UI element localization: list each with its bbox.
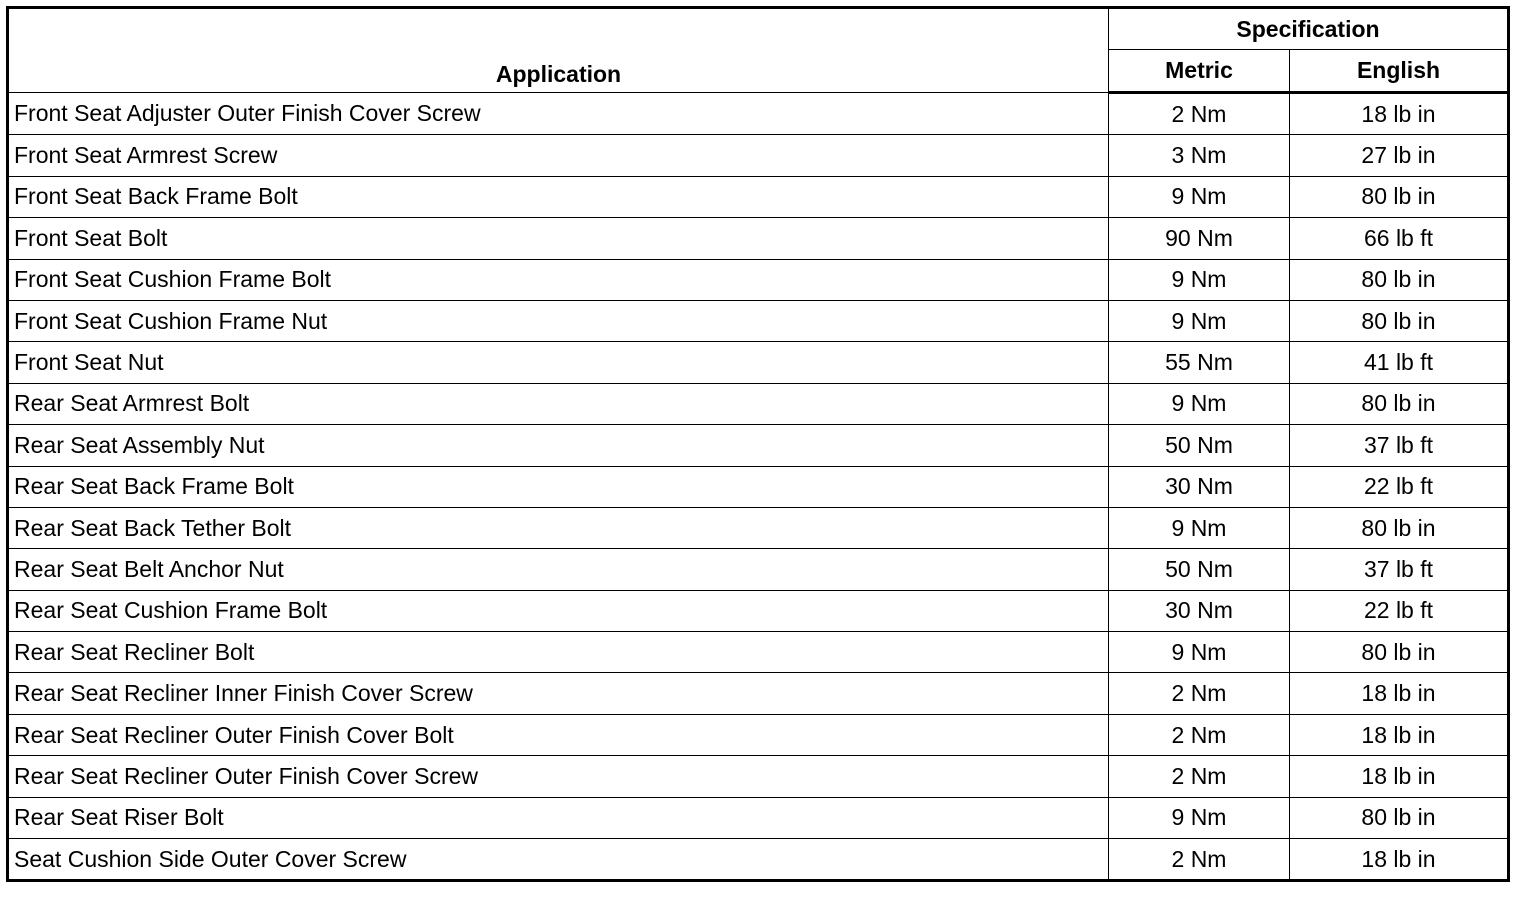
table-row xyxy=(8,383,1509,424)
cell-application: Front Seat Cushion Frame Nut xyxy=(8,300,1109,341)
table-row xyxy=(8,797,1509,838)
cell-application: Rear Seat Belt Anchor Nut xyxy=(8,549,1109,590)
cell-metric: 9 Nm xyxy=(1109,632,1290,673)
cell-english: 80 lb in xyxy=(1290,507,1509,548)
table-row xyxy=(8,425,1509,466)
column-header-metric: Metric xyxy=(1109,50,1290,93)
table-row xyxy=(8,590,1509,631)
header-row-top xyxy=(8,8,1509,50)
cell-application: Front Seat Cushion Frame Bolt xyxy=(8,259,1109,300)
table-row xyxy=(8,218,1509,259)
cell-english: 22 lb ft xyxy=(1290,466,1509,507)
cell-english: 37 lb ft xyxy=(1290,549,1509,590)
cell-application: Front Seat Nut xyxy=(8,342,1109,383)
cell-english: 18 lb in xyxy=(1290,93,1509,135)
table-row xyxy=(8,549,1509,590)
table-row xyxy=(8,673,1509,714)
cell-metric: 9 Nm xyxy=(1109,383,1290,424)
cell-application: Rear Seat Recliner Outer Finish Cover Screw xyxy=(8,756,1109,797)
cell-english: 80 lb in xyxy=(1290,259,1509,300)
cell-application: Rear Seat Armrest Bolt xyxy=(8,383,1109,424)
cell-english: 18 lb in xyxy=(1290,756,1509,797)
cell-english: 80 lb in xyxy=(1290,632,1509,673)
table-row xyxy=(8,756,1509,797)
cell-english: 18 lb in xyxy=(1290,714,1509,755)
cell-metric: 50 Nm xyxy=(1109,549,1290,590)
cell-english: 41 lb ft xyxy=(1290,342,1509,383)
table-row xyxy=(8,714,1509,755)
cell-application: Front Seat Adjuster Outer Finish Cover Screw xyxy=(8,93,1109,135)
cell-metric: 9 Nm xyxy=(1109,259,1290,300)
cell-english: 80 lb in xyxy=(1290,797,1509,838)
cell-application: Rear Seat Riser Bolt xyxy=(8,797,1109,838)
cell-metric: 2 Nm xyxy=(1109,756,1290,797)
table-row xyxy=(8,176,1509,217)
cell-application: Front Seat Back Frame Bolt xyxy=(8,176,1109,217)
table-row xyxy=(8,93,1509,135)
table-row xyxy=(8,507,1509,548)
cell-english: 18 lb in xyxy=(1290,673,1509,714)
table-row xyxy=(8,342,1509,383)
cell-english: 18 lb in xyxy=(1290,839,1509,881)
cell-metric: 30 Nm xyxy=(1109,590,1290,631)
table-row xyxy=(8,259,1509,300)
cell-application: Rear Seat Recliner Bolt xyxy=(8,632,1109,673)
cell-metric: 3 Nm xyxy=(1109,135,1290,176)
cell-english: 80 lb in xyxy=(1290,176,1509,217)
table-row xyxy=(8,135,1509,176)
cell-application: Rear Seat Cushion Frame Bolt xyxy=(8,590,1109,631)
cell-application: Front Seat Bolt xyxy=(8,218,1109,259)
column-header-specification: Specification xyxy=(1109,8,1509,50)
cell-english: 80 lb in xyxy=(1290,383,1509,424)
cell-english: 66 lb ft xyxy=(1290,218,1509,259)
cell-metric: 9 Nm xyxy=(1109,300,1290,341)
cell-metric: 55 Nm xyxy=(1109,342,1290,383)
cell-application: Rear Seat Recliner Outer Finish Cover Bolt xyxy=(8,714,1109,755)
cell-english: 27 lb in xyxy=(1290,135,1509,176)
cell-english: 37 lb ft xyxy=(1290,425,1509,466)
cell-metric: 2 Nm xyxy=(1109,839,1290,881)
table-header xyxy=(8,8,1509,93)
cell-metric: 2 Nm xyxy=(1109,673,1290,714)
cell-metric: 9 Nm xyxy=(1109,176,1290,217)
table-row xyxy=(8,300,1509,341)
cell-metric: 2 Nm xyxy=(1109,714,1290,755)
table-body xyxy=(8,93,1509,881)
cell-application: Rear Seat Back Tether Bolt xyxy=(8,507,1109,548)
cell-metric: 2 Nm xyxy=(1109,93,1290,135)
cell-metric: 9 Nm xyxy=(1109,507,1290,548)
fastener-spec-table xyxy=(6,6,1510,882)
cell-application: Front Seat Armrest Screw xyxy=(8,135,1109,176)
cell-application: Rear Seat Assembly Nut xyxy=(8,425,1109,466)
table-row xyxy=(8,632,1509,673)
cell-application: Rear Seat Back Frame Bolt xyxy=(8,466,1109,507)
cell-english: 80 lb in xyxy=(1290,300,1509,341)
cell-english: 22 lb ft xyxy=(1290,590,1509,631)
table-row xyxy=(8,839,1509,881)
cell-application: Rear Seat Recliner Inner Finish Cover Screw xyxy=(8,673,1109,714)
cell-metric: 30 Nm xyxy=(1109,466,1290,507)
cell-metric: 50 Nm xyxy=(1109,425,1290,466)
column-header-english: English xyxy=(1290,50,1509,93)
column-header-application: Application xyxy=(8,8,1109,93)
table-row xyxy=(8,466,1509,507)
cell-application: Seat Cushion Side Outer Cover Screw xyxy=(8,839,1109,881)
cell-metric: 90 Nm xyxy=(1109,218,1290,259)
cell-metric: 9 Nm xyxy=(1109,797,1290,838)
